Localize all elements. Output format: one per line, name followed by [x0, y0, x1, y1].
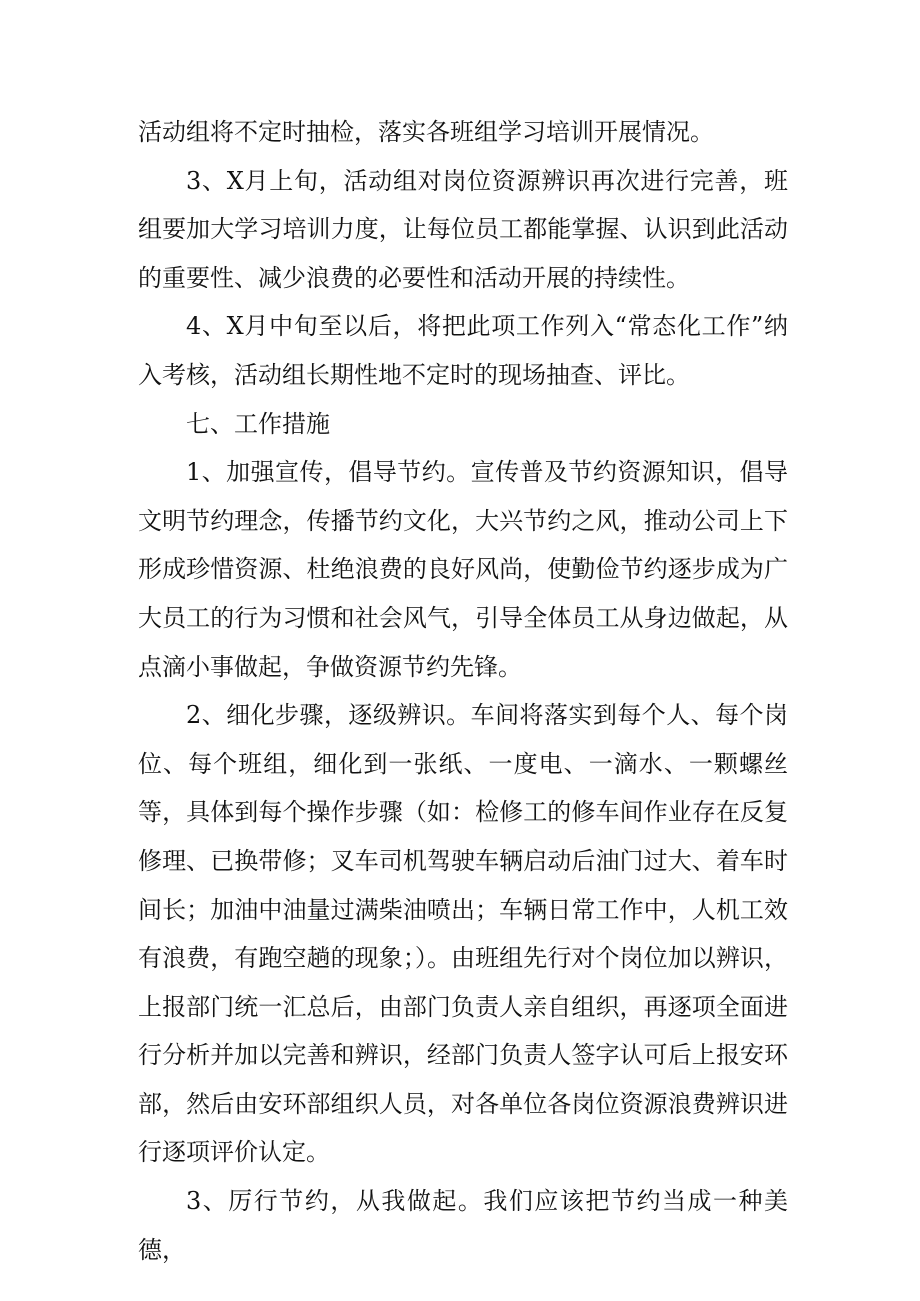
paragraph-measure-2: 2、细化步骤，逐级辨识。车间将落实到每个人、每个岗位、每个班组，细化到一张纸、一度电、一滴水、一颗螺丝等，具体到每个操作步骤（如：检修工的修车间作业存在反复修理、已换带修；叉车司机驾驶车辆启动后油门过大、着车时间长；加油中油量过满柴油喷出；车辆日常工作中，人机工效有浪费，有跑空趟的现象；）。由班组先行对个岗位加以辨识，上报部门统一汇总后，由部门负责人亲自组织，再逐项全面进行分析并加以完善和辨识，经部门负责人签字认可后上报安环部，然后由安环部组织人员，对各单位各岗位资源浪费辨识进行逐项评价认定。 [138, 701, 788, 1167]
paragraph-item-4: 4、X月中旬至以后，将把此项工作列入“常态化工作”纳入考核，活动组长期性地不定时的现场抽查、评比。 [138, 312, 788, 389]
document-body [138, 108, 788, 1274]
paragraph-measure-1: 1、加强宣传，倡导节约。宣传普及节约资源知识，倡导文明节约理念，传播节约文化，大兴节约之风，推动公司上下形成珍惜资源、杜绝浪费的良好风尚，使勤俭节约逐步成为广大员工的行为习惯和社会风气，引导全体员工从身边做起，从点滴小事做起，争做资源节约先锋。 [138, 458, 788, 681]
paragraph-continuation: 活动组将不定时抽检，落实各班组学习培训开展情况。 [138, 118, 714, 146]
section-heading-measures: 七、工作措施 [186, 409, 330, 438]
paragraph-item-3: 3、X月上旬，活动组对岗位资源辨识再次进行完善，班组要加大学习培训力度，让每位员工都能掌握、认识到此活动的重要性、减少浪费的必要性和活动开展的持续性。 [138, 166, 788, 292]
paragraph-measure-3: 3、厉行节约，从我做起。我们应该把节约当成一种美德， [138, 1187, 788, 1264]
